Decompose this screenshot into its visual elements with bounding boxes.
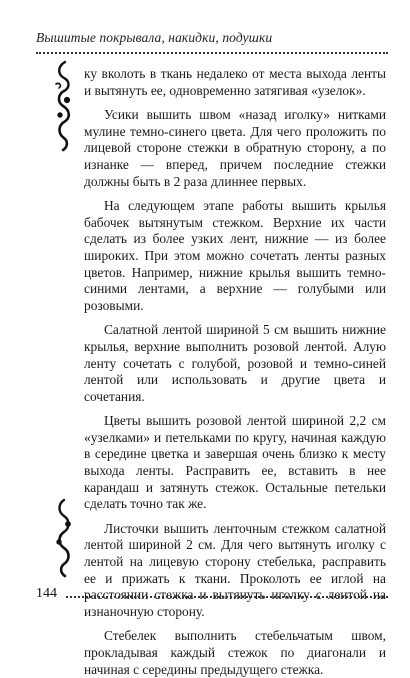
- page-number: 144: [36, 586, 57, 601]
- flourish-ornament-bottom: [52, 498, 76, 578]
- paragraph: Усики вышить швом «назад иголку» нитками мулине темно-синего цвета. Для чего проложить по лицевой стороне стежки в обратную сторону, а по изнанке — вперед, причем последние стежки должны быть в 2 раза длиннее первых.: [84, 107, 386, 189]
- paragraph: ку вколоть в ткань недалеко от места выхода ленты и вытянуть ее, одновременно затягивая «узелок».: [84, 66, 386, 98]
- paragraph: Стебелек выполнить стебельчатым швом, прокладывая каждый стежок по диагонали и начиная с середины предыдущего стежка.: [84, 628, 386, 677]
- body-text: [84, 66, 386, 678]
- paragraph: Салатной лентой шириной 5 см вышить нижние крылья, верхние выполнить розовой лентой. Алую ленту сочетать с голубой, розовой и темно-синей лентой или использовать и другие цвета и сочетания.: [84, 322, 386, 404]
- running-header: [36, 30, 386, 46]
- paragraph: Цветы вышить розовой лентой шириной 2,2 см «узелками» и петельками по кругу, начиная каждую в середине цветка и завершая очень близко к месту выхода ленты. Расправить ее, вставить в нее карандаш и затянуть стежок. Остальные петельки сделать точно так же.: [84, 413, 386, 512]
- paragraph: Листочки вышить ленточным стежком салатной лентой шириной 2 см. Для чего вытянуть иголку с лентой на лицевую сторону стебелька, расправить ее и прижать к ткани. Проколоть ее иглой на расстоянии стежка и вытянуть иголку с лентой на изнаночную сторону.: [84, 520, 386, 619]
- running-header-title: Вышитые покрывала, накидки, подушки: [36, 30, 273, 45]
- footer-dotted-rule: [66, 596, 388, 598]
- flourish-ornament-top: [52, 60, 76, 152]
- paragraph: На следующем этапе работы вышить крылья бабочек вытянутым стежком. Верхние их части сделать из более узких лент, нижние — из более широких. При этом можно сочетать ленты разных цветов. Например, нижние крылья вышить темно-синими лентами, а верхние — голубыми или розовыми.: [84, 198, 386, 313]
- header-dotted-rule: [36, 52, 388, 54]
